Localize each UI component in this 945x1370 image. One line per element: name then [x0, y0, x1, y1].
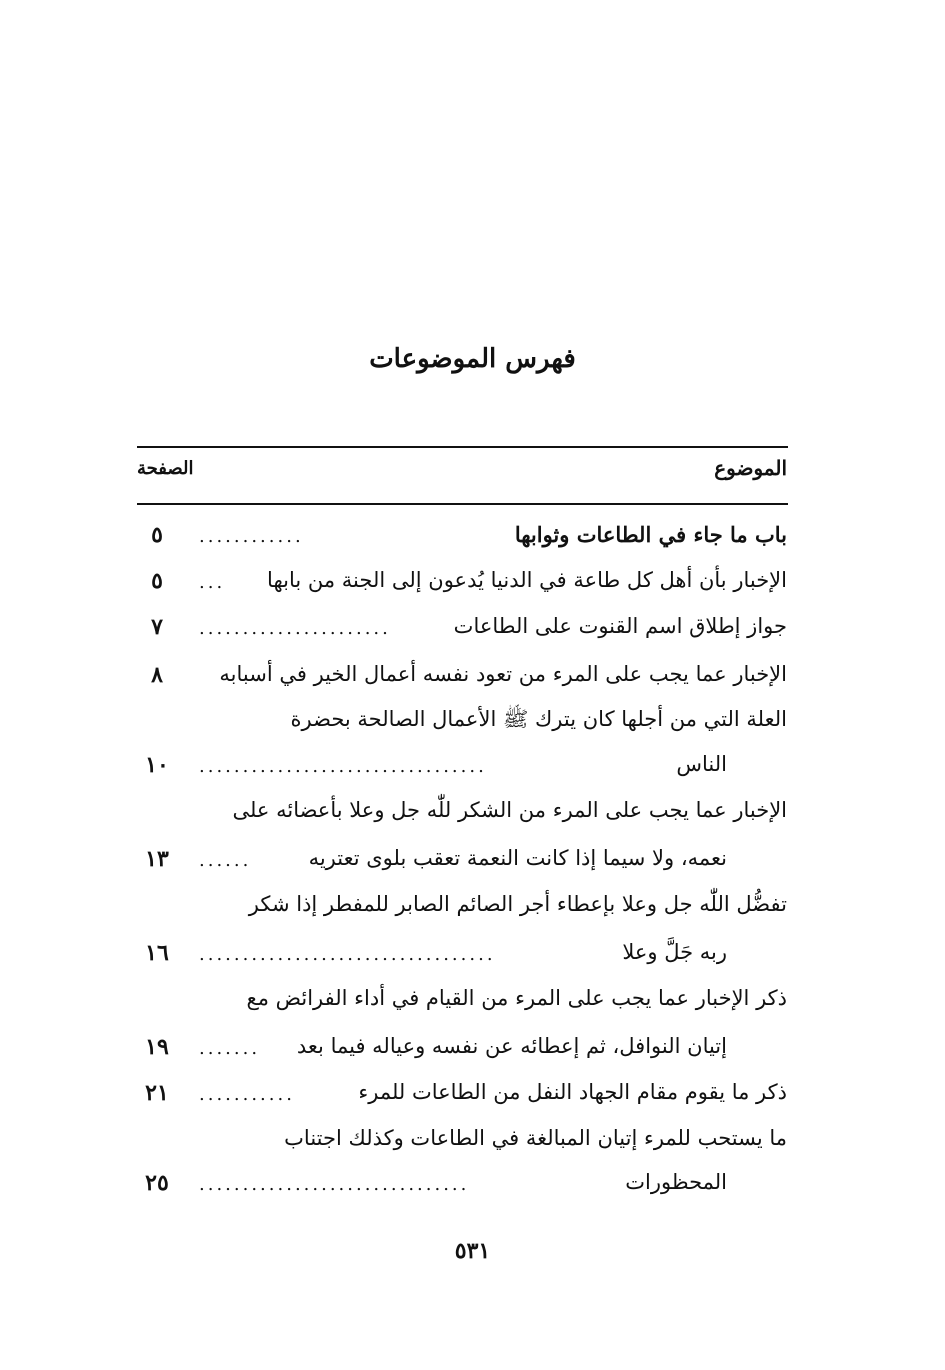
entry-topic: نعمه، ولا سيما إذا كانت النعمة تعقب بلوى تعتريه [308, 846, 727, 870]
entry-topic: الإخبار عما يجب على المرء من تعود نفسه أعمال الخير في أسبابه [219, 662, 787, 686]
index-entry [137, 614, 787, 664]
index-entry [137, 522, 787, 572]
index-entry [137, 662, 787, 712]
entry-leader-dots: ....... [199, 1038, 261, 1059]
entry-topic: ربه جَلَّ وعلا [622, 940, 727, 964]
entry-leader-dots: ............................... [199, 1174, 470, 1195]
entry-topic: إتيان النوافل، ثم إعطائه عن نفسه وعياله فيما بعد [296, 1034, 727, 1058]
entry-leader-dots: ... [199, 572, 226, 593]
header-bottom-rule [137, 503, 788, 505]
entry-topic: الإخبار عما يجب على المرء من الشكر للّٰه جل وعلا بأعضائه على [232, 798, 787, 822]
entry-topic: المحظورات [625, 1170, 727, 1194]
entry-page-number: ٢٥ [145, 1170, 169, 1196]
index-entry [137, 940, 787, 990]
page-title: فهرس الموضوعات [369, 344, 576, 374]
entry-topic: الإخبار بأن أهل كل طاعة في الدنيا يُدعون إلى الجنة من بابها [267, 568, 787, 592]
entry-topic: ذكر الإخبار عما يجب على المرء من القيام في أداء الفرائض مع [246, 986, 787, 1010]
entry-page-number: ١٩ [145, 1034, 169, 1060]
entry-topic: تفضُّل اللّٰه جل وعلا بإعطاء أجر الصائم الصابر للمفطر إذا شكر [248, 892, 787, 916]
index-entry [137, 1126, 787, 1176]
column-header-topic: الموضوع [714, 456, 787, 480]
index-entry [137, 798, 787, 848]
entry-leader-dots: ........... [199, 1084, 295, 1105]
entry-page-number: ٥ [151, 568, 163, 594]
index-entry [137, 568, 787, 618]
entry-leader-dots: .................................. [199, 944, 496, 965]
entry-page-number: ٢١ [145, 1080, 169, 1106]
index-entry [137, 706, 787, 756]
entry-leader-dots: ................................. [199, 756, 487, 777]
index-entry [137, 846, 787, 896]
entry-page-number: ١٦ [145, 940, 169, 966]
entry-page-number: ٨ [151, 662, 163, 688]
entry-topic: باب ما جاء في الطاعات وثوابها [514, 522, 787, 547]
entry-page-number: ٥ [151, 522, 163, 548]
index-entry [137, 1170, 787, 1220]
index-entry [137, 892, 787, 942]
entry-page-number: ١٠ [145, 752, 169, 778]
entry-leader-dots: ............ [199, 526, 304, 547]
header-top-rule [137, 446, 788, 448]
entry-topic: ذكر ما يقوم مقام الجهاد النفل من الطاعات للمرء [358, 1080, 787, 1104]
entry-topic: الناس [676, 752, 727, 776]
index-entry [137, 1080, 787, 1130]
entry-page-number: ١٣ [145, 846, 169, 872]
index-entry [137, 1034, 787, 1084]
index-entry [137, 986, 787, 1036]
page-number: ٥٣١ [454, 1238, 491, 1264]
column-header-page: الصفحة [137, 458, 194, 479]
entry-page-number: ٧ [151, 614, 163, 640]
entry-leader-dots: ...................... [199, 618, 391, 639]
entry-topic: ما يستحب للمرء إتيان المبالغة في الطاعات وكذلك اجتناب [284, 1126, 787, 1150]
entry-topic: جواز إطلاق اسم القنوت على الطاعات [453, 614, 787, 638]
index-entry [137, 752, 787, 802]
entry-leader-dots: ...... [199, 850, 252, 871]
entry-topic: العلة التي من أجلها كان يترك ﷺ الأعمال الصالحة بحضرة [290, 707, 787, 731]
